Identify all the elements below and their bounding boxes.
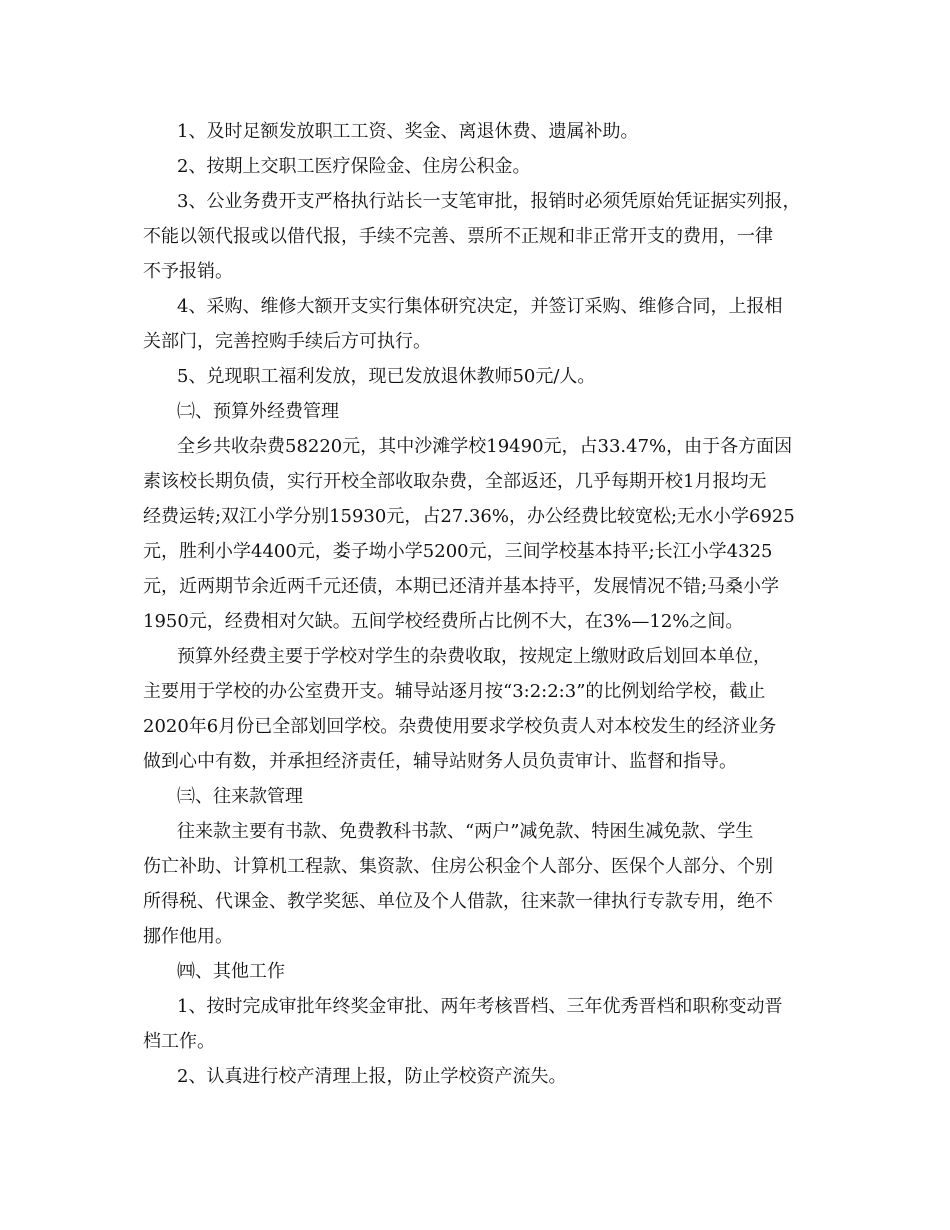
text-line-17: 主要用于学校的办公室费开支。辅导站逐月按“3:2:2:3”的比例划给学校，截止 — [143, 681, 766, 702]
text-line-14: 元，近两期节余近两千元还债，本期已还清并基本持平，发展情况不错;马桑小学 — [143, 576, 780, 597]
text-line-12: 经费运转;双江小学分别15930元，占27.36%，办公经费比较宽松;无水小学6925 — [143, 506, 795, 527]
text-line-22: 伤亡补助、计算机工程款、集资款、住房公积金个人部分、医保个人部分、个别 — [143, 856, 773, 877]
text-line-15: 1950元，经费相对欠缺。五间学校经费所占比例不大，在3%—12%之间。 — [143, 611, 744, 632]
text-line-2: 2、按期上交职工医疗保险金、住房公积金。 — [177, 156, 531, 177]
text-line-11: 素该校长期负债，实行开校全部收取杂费，全部返还，几乎每期开校1月报均无 — [143, 471, 767, 492]
text-line-16: 预算外经费主要于学校对学生的杂费收取，按规定上缴财政后划回本单位， — [177, 646, 771, 667]
text-line-24: 挪作他用。 — [143, 926, 233, 947]
text-line-10: 全乡共收杂费58220元，其中沙滩学校19490元，占33.47%，由于各方面因 — [177, 436, 793, 457]
section-heading-other-work: ㈣、其他工作 — [177, 961, 285, 982]
text-line-8: 5、兑现职工福利发放，现已发放退休教师50元/人。 — [177, 366, 596, 387]
text-line-27: 档工作。 — [143, 1031, 215, 1052]
text-line-5: 不予报销。 — [143, 261, 233, 282]
text-line-21: 往来款主要有书款、免费教科书款、“两户”减免款、特困生减免款、学生 — [177, 821, 754, 842]
text-line-7: 关部门，完善控购手续后方可执行。 — [143, 331, 431, 352]
text-line-26: 1、按时完成审批年终奖金审批、两年考核晋档、三年优秀晋档和职称变动晋 — [177, 996, 783, 1017]
text-line-18: 2020年6月份已全部划回学校。杂费使用要求学校负责人对本校发生的经济业务 — [143, 716, 777, 737]
section-heading-transactions: ㈢、往来款管理 — [177, 786, 303, 807]
text-line-19: 做到心中有数，并承担经济责任，辅导站财务人员负责审计、监督和指导。 — [143, 751, 737, 772]
text-line-6: 4、采购、维修大额开支实行集体研究决定，并签订采购、维修合同，上报相 — [177, 296, 783, 317]
text-line-1: 1、及时足额发放职工工资、奖金、离退休费、遗属补助。 — [177, 121, 639, 142]
text-line-3: 3、公业务费开支严格执行站长一支笔审批，报销时必须凭原始凭证据实列报， — [177, 191, 801, 212]
document-body — [143, 114, 811, 1094]
text-line-4: 不能以领代报或以借代报，手续不完善、票所不正规和非正常开支的费用，一律 — [143, 226, 773, 247]
text-line-23: 所得税、代课金、教学奖惩、单位及个人借款，往来款一律执行专款专用，绝不 — [143, 891, 773, 912]
section-heading-budget-external: ㈡、预算外经费管理 — [177, 401, 339, 422]
text-line-28: 2、认真进行校产清理上报，防止学校资产流失。 — [177, 1066, 567, 1087]
text-line-13: 元，胜利小学4400元，娄子坳小学5200元，三间学校基本持平;长江小学4325 — [143, 541, 773, 562]
